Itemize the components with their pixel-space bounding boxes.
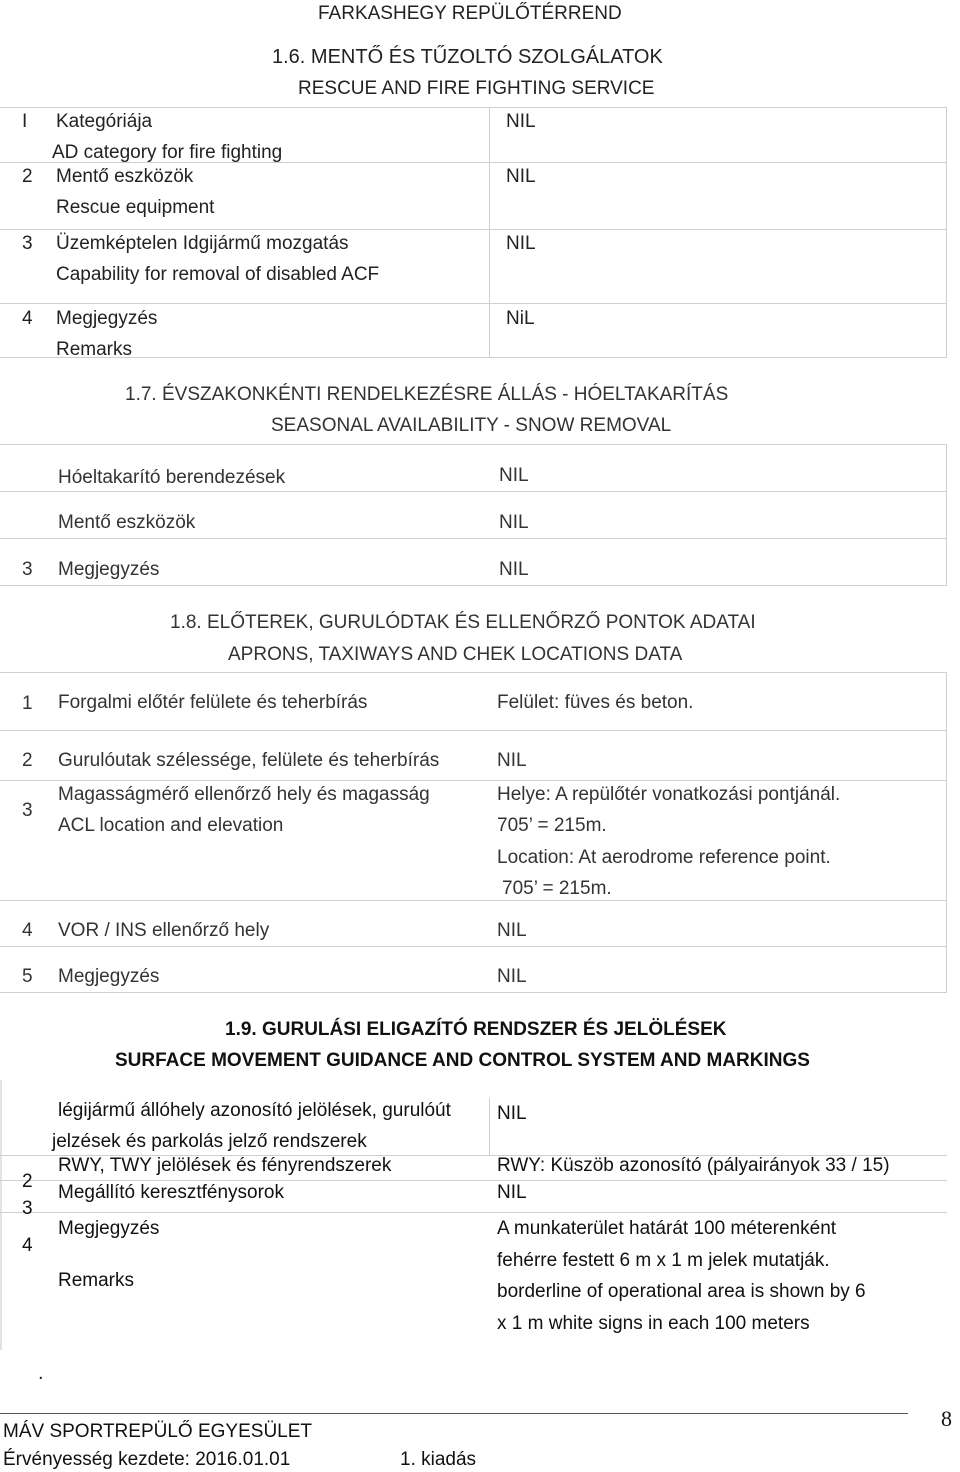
row-label: Hóeltakarító berendezések [58,467,286,488]
footer-edition: 1. kiadás [400,1449,477,1470]
row-label: Gurulóutak szélessége, felülete és teherbírás [58,750,440,771]
row-label-en: ACL location and elevation [58,815,284,836]
row-label-hu: Megjegyzés [56,308,158,329]
row-label: Forgalmi előtér felülete és teherbírás [58,692,368,713]
row-number: 2 [22,750,33,771]
row-value: NIL [506,111,536,132]
row-label: RWY, TWY jelölések és fényrendszerek [58,1155,392,1176]
row-number: 2 [22,1171,33,1192]
section-1-8-subtitle: APRONS, TAXIWAYS AND CHEK LOCATIONS DATA [228,644,683,665]
row-number: 4 [22,1235,33,1256]
row-label-en: Rescue equipment [56,197,215,218]
row-value: NIL [497,1182,527,1203]
row-label: Megjegyzés [58,966,160,987]
row-value: NIL [506,166,536,187]
section-1-7-subtitle: SEASONAL AVAILABILITY - SNOW REMOVAL [271,415,672,436]
row-value-line-1: A munkaterület határát 100 méterenként [497,1218,837,1239]
row-number: I [22,111,28,132]
section-1-6-title: 1.6. MENTŐ ÉS TŰZOLTÓ SZOLGÁLATOK [272,46,663,68]
row-value-line-3: borderline of operational area is shown by 6 [497,1281,866,1302]
footer-org: MÁV SPORTREPÜLŐ EGYESÜLET [3,1421,313,1442]
row-label: Mentő eszközök [58,512,196,533]
section-1-9-subtitle: SURFACE MOVEMENT GUIDANCE AND CONTROL SYSTEM AND MARKINGS [115,1050,810,1071]
row-value-line-2: fehérre festett 6 m x 1 m jelek mutatják. [497,1250,830,1271]
row-value-line-4: 705’ = 215m. [502,878,612,899]
row-number: 5 [22,966,33,987]
row-value: NIL [506,233,536,254]
row-number: 4 [22,308,33,329]
row-value: NIL [499,465,529,486]
row-value: NIL [499,512,529,533]
footer-validity: Érvényesség kezdete: 2016.01.01 [3,1449,291,1470]
row-label-cont: jelzések és parkolás jelző rendszerek [52,1131,367,1152]
row-value: RWY: Küszöb azonosító (pályairányok 33 / 15) [497,1155,890,1176]
row-label-en: Remarks [58,1270,135,1291]
row-value-line-4: x 1 m white signs in each 100 meters [497,1313,810,1334]
row-value-line-1: Helye: A repülőtér vonatkozási pontjánál. [497,784,841,805]
section-1-7-title: 1.7. ÉVSZAKONKÉNTI RENDELKEZÉSRE ÁLLÁS - HÓELTAKARÍTÁS [125,384,729,405]
row-label-hu: Mentő eszközök [56,166,194,187]
page-number: 8 [941,1406,952,1431]
row-value: NIL [497,966,527,987]
row-label-hu: Üzemképtelen Idgijármű mozgatás [56,233,349,254]
row-value: NIL [499,559,529,580]
row-value-line-2: 705’ = 215m. [497,815,607,836]
row-value: NiL [506,308,535,329]
row-label: VOR / INS ellenőrző hely [58,920,270,941]
document-header: FARKASHEGY REPÜLŐTÉRREND [318,3,622,24]
row-label-en: Remarks [56,339,133,360]
row-number: 4 [22,920,33,941]
row-value: NIL [497,750,527,771]
row-value: Felület: füves és beton. [497,692,694,713]
row-number: 3 [22,559,33,580]
section-1-8-title: 1.8. ELŐTEREK, GURULÓDTAK ÉS ELLENŐRZŐ PONTOK ADATAI [170,612,756,633]
row-label-hu: Kategóriája [56,111,153,132]
row-label: Megállító keresztfénysorok [58,1182,284,1203]
row-number: 2 [22,166,33,187]
row-number: 3 [22,1198,33,1219]
row-number: 1 [22,693,33,714]
section-1-6-subtitle: RESCUE AND FIRE FIGHTING SERVICE [298,78,655,99]
row-label: légijármű állóhely azonosító jelölések, gurulóút [58,1100,451,1121]
row-label: Megjegyzés [58,559,160,580]
row-value: NIL [497,1103,527,1124]
section-1-9-title: 1.9. GURULÁSI ELIGAZÍTÓ RENDSZER ÉS JELÖLÉSEK [225,1019,727,1040]
row-label: Magasságmérő ellenőrző hely és magasság [58,784,430,805]
row-value: NIL [497,920,527,941]
row-label: Megjegyzés [58,1218,160,1239]
row-label-en: Capability for removal of disabled ACF [56,264,380,285]
row-number: 3 [22,233,33,254]
row-value-line-3: Location: At aerodrome reference point. [497,847,831,868]
row-label-en: AD category for fire fighting [52,142,283,163]
row-number: 3 [22,800,33,821]
stray-dot: . [38,1362,44,1384]
